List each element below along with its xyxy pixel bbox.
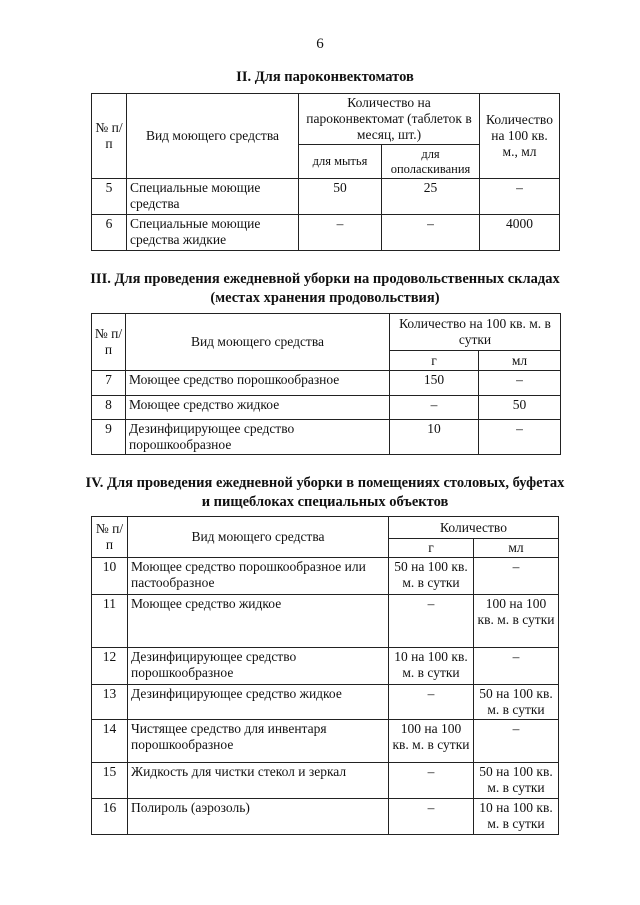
cell-type: Моющее средство жидкое xyxy=(128,595,389,648)
header-type: Вид моющего средства xyxy=(128,517,389,558)
section-3-table xyxy=(91,313,561,455)
cell-num: 12 xyxy=(92,648,128,685)
table-row xyxy=(92,215,560,251)
cell-ml: – xyxy=(479,420,561,455)
header-g: г xyxy=(389,539,474,558)
table-row xyxy=(92,396,561,420)
cell-rinse: 25 xyxy=(382,179,480,215)
cell-ml: – xyxy=(474,648,559,685)
table-row xyxy=(92,685,559,720)
cell-g: 50 на 100 кв. м. в сутки xyxy=(389,558,474,595)
table-row xyxy=(92,179,560,215)
page-number: 6 xyxy=(316,36,324,52)
cell-g: – xyxy=(389,595,474,648)
cell-num: 9 xyxy=(92,420,126,455)
cell-type: Дезинфицирующее средство жидкое xyxy=(128,685,389,720)
header-num: № п/п xyxy=(92,314,126,371)
cell-wash: 50 xyxy=(299,179,382,215)
cell-type: Моющее средство порошкообразное или пастообразное xyxy=(128,558,389,595)
cell-g: – xyxy=(389,763,474,799)
section-2-title: II. Для пароконвектоматов xyxy=(236,69,414,85)
cell-g: – xyxy=(389,685,474,720)
section-4-title: IV. Для проведения ежедневной уборки в помещениях столовых, буфетах и пищеблоках специальных объектов xyxy=(85,475,565,510)
cell-ml: 50 на 100 кв. м. в сутки xyxy=(474,763,559,799)
cell-num: 6 xyxy=(92,215,127,251)
header-num: № п/п xyxy=(92,94,127,179)
cell-per-100: – xyxy=(480,179,560,215)
cell-type: Полироль (аэрозоль) xyxy=(128,799,389,835)
cell-ml: – xyxy=(474,558,559,595)
header-rinse: для ополаскивания xyxy=(382,145,480,179)
cell-type: Дезинфицирующее средство порошкообразное xyxy=(126,420,390,455)
cell-per-100: 4000 xyxy=(480,215,560,251)
header-qty-group: Количество на 100 кв. м. в сутки xyxy=(390,314,561,351)
cell-g: 100 на 100 кв. м. в сутки xyxy=(389,720,474,763)
header-ml: мл xyxy=(474,539,559,558)
header-tablets-group: Количество на пароконвектомат (таблеток в месяц, шт.) xyxy=(299,94,480,145)
cell-rinse: – xyxy=(382,215,480,251)
cell-type: Моющее средство порошкообразное xyxy=(126,371,390,396)
cell-ml: – xyxy=(479,371,561,396)
cell-type: Специальные моющие средства xyxy=(127,179,299,215)
section-3-title: III. Для проведения ежедневной уборки на продовольственных складах (местах хранения продовольствия) xyxy=(90,271,560,306)
cell-num: 15 xyxy=(92,763,128,799)
cell-num: 10 xyxy=(92,558,128,595)
table-row xyxy=(92,720,559,763)
cell-g: – xyxy=(390,396,479,420)
cell-g: 10 на 100 кв. м. в сутки xyxy=(389,648,474,685)
cell-wash: – xyxy=(299,215,382,251)
table-row xyxy=(92,799,559,835)
cell-type: Моющее средство жидкое xyxy=(126,396,390,420)
header-ml: мл xyxy=(479,351,561,371)
cell-type: Жидкость для чистки стекол и зеркал xyxy=(128,763,389,799)
cell-g: – xyxy=(389,799,474,835)
header-type: Вид моющего средства xyxy=(127,94,299,179)
table-row xyxy=(92,763,559,799)
cell-num: 13 xyxy=(92,685,128,720)
table-row xyxy=(92,648,559,685)
cell-num: 11 xyxy=(92,595,128,648)
cell-num: 7 xyxy=(92,371,126,396)
cell-ml: – xyxy=(474,720,559,763)
cell-g: 10 xyxy=(390,420,479,455)
header-g: г xyxy=(390,351,479,371)
cell-type: Чистящее средство для инвентаря порошкообразное xyxy=(128,720,389,763)
header-type: Вид моющего средства xyxy=(126,314,390,371)
cell-type: Дезинфицирующее средство порошкообразное xyxy=(128,648,389,685)
header-num: № п/п xyxy=(92,517,128,558)
cell-num: 5 xyxy=(92,179,127,215)
cell-type: Специальные моющие средства жидкие xyxy=(127,215,299,251)
cell-g: 150 xyxy=(390,371,479,396)
header-qty-group: Количество xyxy=(389,517,559,539)
table-row xyxy=(92,371,561,396)
header-wash: для мытья xyxy=(299,145,382,179)
cell-ml: 50 на 100 кв. м. в сутки xyxy=(474,685,559,720)
cell-num: 16 xyxy=(92,799,128,835)
cell-ml: 10 на 100 кв. м. в сутки xyxy=(474,799,559,835)
cell-ml: 100 на 100 кв. м. в сутки xyxy=(474,595,559,648)
table-row xyxy=(92,595,559,648)
cell-num: 8 xyxy=(92,396,126,420)
header-per-100: Количество на 100 кв. м., мл xyxy=(480,94,560,179)
table-row xyxy=(92,558,559,595)
cell-num: 14 xyxy=(92,720,128,763)
table-row xyxy=(92,420,561,455)
section-2-table xyxy=(91,93,560,251)
cell-ml: 50 xyxy=(479,396,561,420)
section-4-table xyxy=(91,516,559,835)
